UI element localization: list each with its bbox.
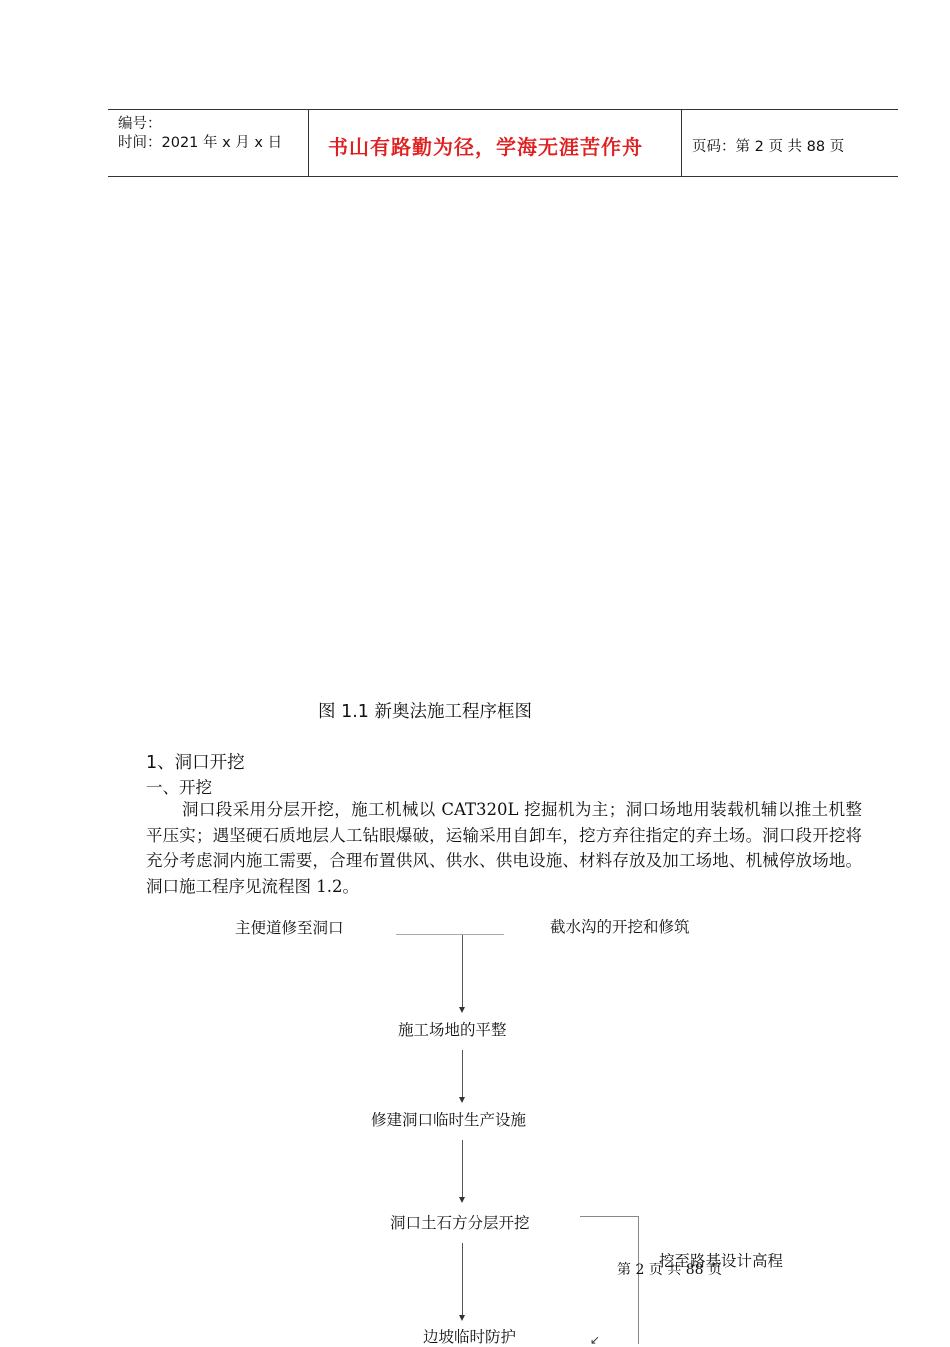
flow-return-arrow-icon: ↙ xyxy=(590,1333,601,1347)
figure-caption: 图 1.1 新奥法施工程序框图 xyxy=(318,702,532,722)
header-motto: 书山有路勤为径，学海无涯苦作舟 xyxy=(328,135,643,159)
section-heading: 1、洞口开挖 xyxy=(146,753,245,773)
flow-step-main-road: 主便道修至洞口 xyxy=(235,919,344,937)
flow-side-subgrade-elevation: 挖至路基设计高程 xyxy=(659,1252,784,1270)
section-subheading: 一、开挖 xyxy=(146,778,212,797)
flow-arrow-2 xyxy=(462,1050,463,1097)
section-paragraph xyxy=(146,797,862,899)
flow-arrow-4 xyxy=(462,1243,463,1315)
header-bottom-border xyxy=(108,176,898,177)
header-divider-right xyxy=(681,109,682,177)
paragraph-text: 洞口段采用分层开挖，施工机械以 CAT320L 挖掘机为主；洞口场地用装载机辅以推土机整平压实；遇坚硬石质地层人工钻眼爆破，运输采用自卸车，挖方弃往指定的弃土场。洞口段开挖将充分考虑洞内施工需要，合理布置供风、供水、供电设施、材料存放及加工场地、机械停放场地。洞口施工程序见流程图 1.2。 xyxy=(146,800,862,896)
flow-step-layered-excavation: 洞口土石方分层开挖 xyxy=(390,1214,530,1232)
document-code-label: 编号： xyxy=(118,116,162,132)
flow-side-drainage: 截水沟的开挖和修筑 xyxy=(550,918,690,936)
flow-connector-right-down xyxy=(638,1216,639,1344)
flow-arrowhead-2 xyxy=(459,1097,465,1103)
flow-arrow-3 xyxy=(462,1140,463,1197)
flow-arrow-1 xyxy=(462,935,463,1007)
flow-arrowhead-3 xyxy=(459,1197,465,1203)
flow-step-slope-protection: 边坡临时防护 xyxy=(423,1328,517,1346)
flow-arrowhead-1 xyxy=(459,1007,465,1013)
flow-arrowhead-4 xyxy=(459,1315,465,1321)
flow-step-temporary-facilities: 修建洞口临时生产设施 xyxy=(371,1111,527,1129)
header-divider-left xyxy=(308,109,309,177)
header-page-label: 页码：第 2 页 共 88 页 xyxy=(692,139,845,155)
header-top-border xyxy=(108,109,898,110)
flow-connector-top xyxy=(396,934,504,935)
document-time-label: 时间：2021 年 x 月 x 日 xyxy=(118,135,283,151)
footer-page-number: 第 2 页 共 88 页 xyxy=(617,1262,722,1278)
flow-connector-right xyxy=(580,1216,638,1217)
flow-step-site-leveling: 施工场地的平整 xyxy=(398,1021,507,1039)
